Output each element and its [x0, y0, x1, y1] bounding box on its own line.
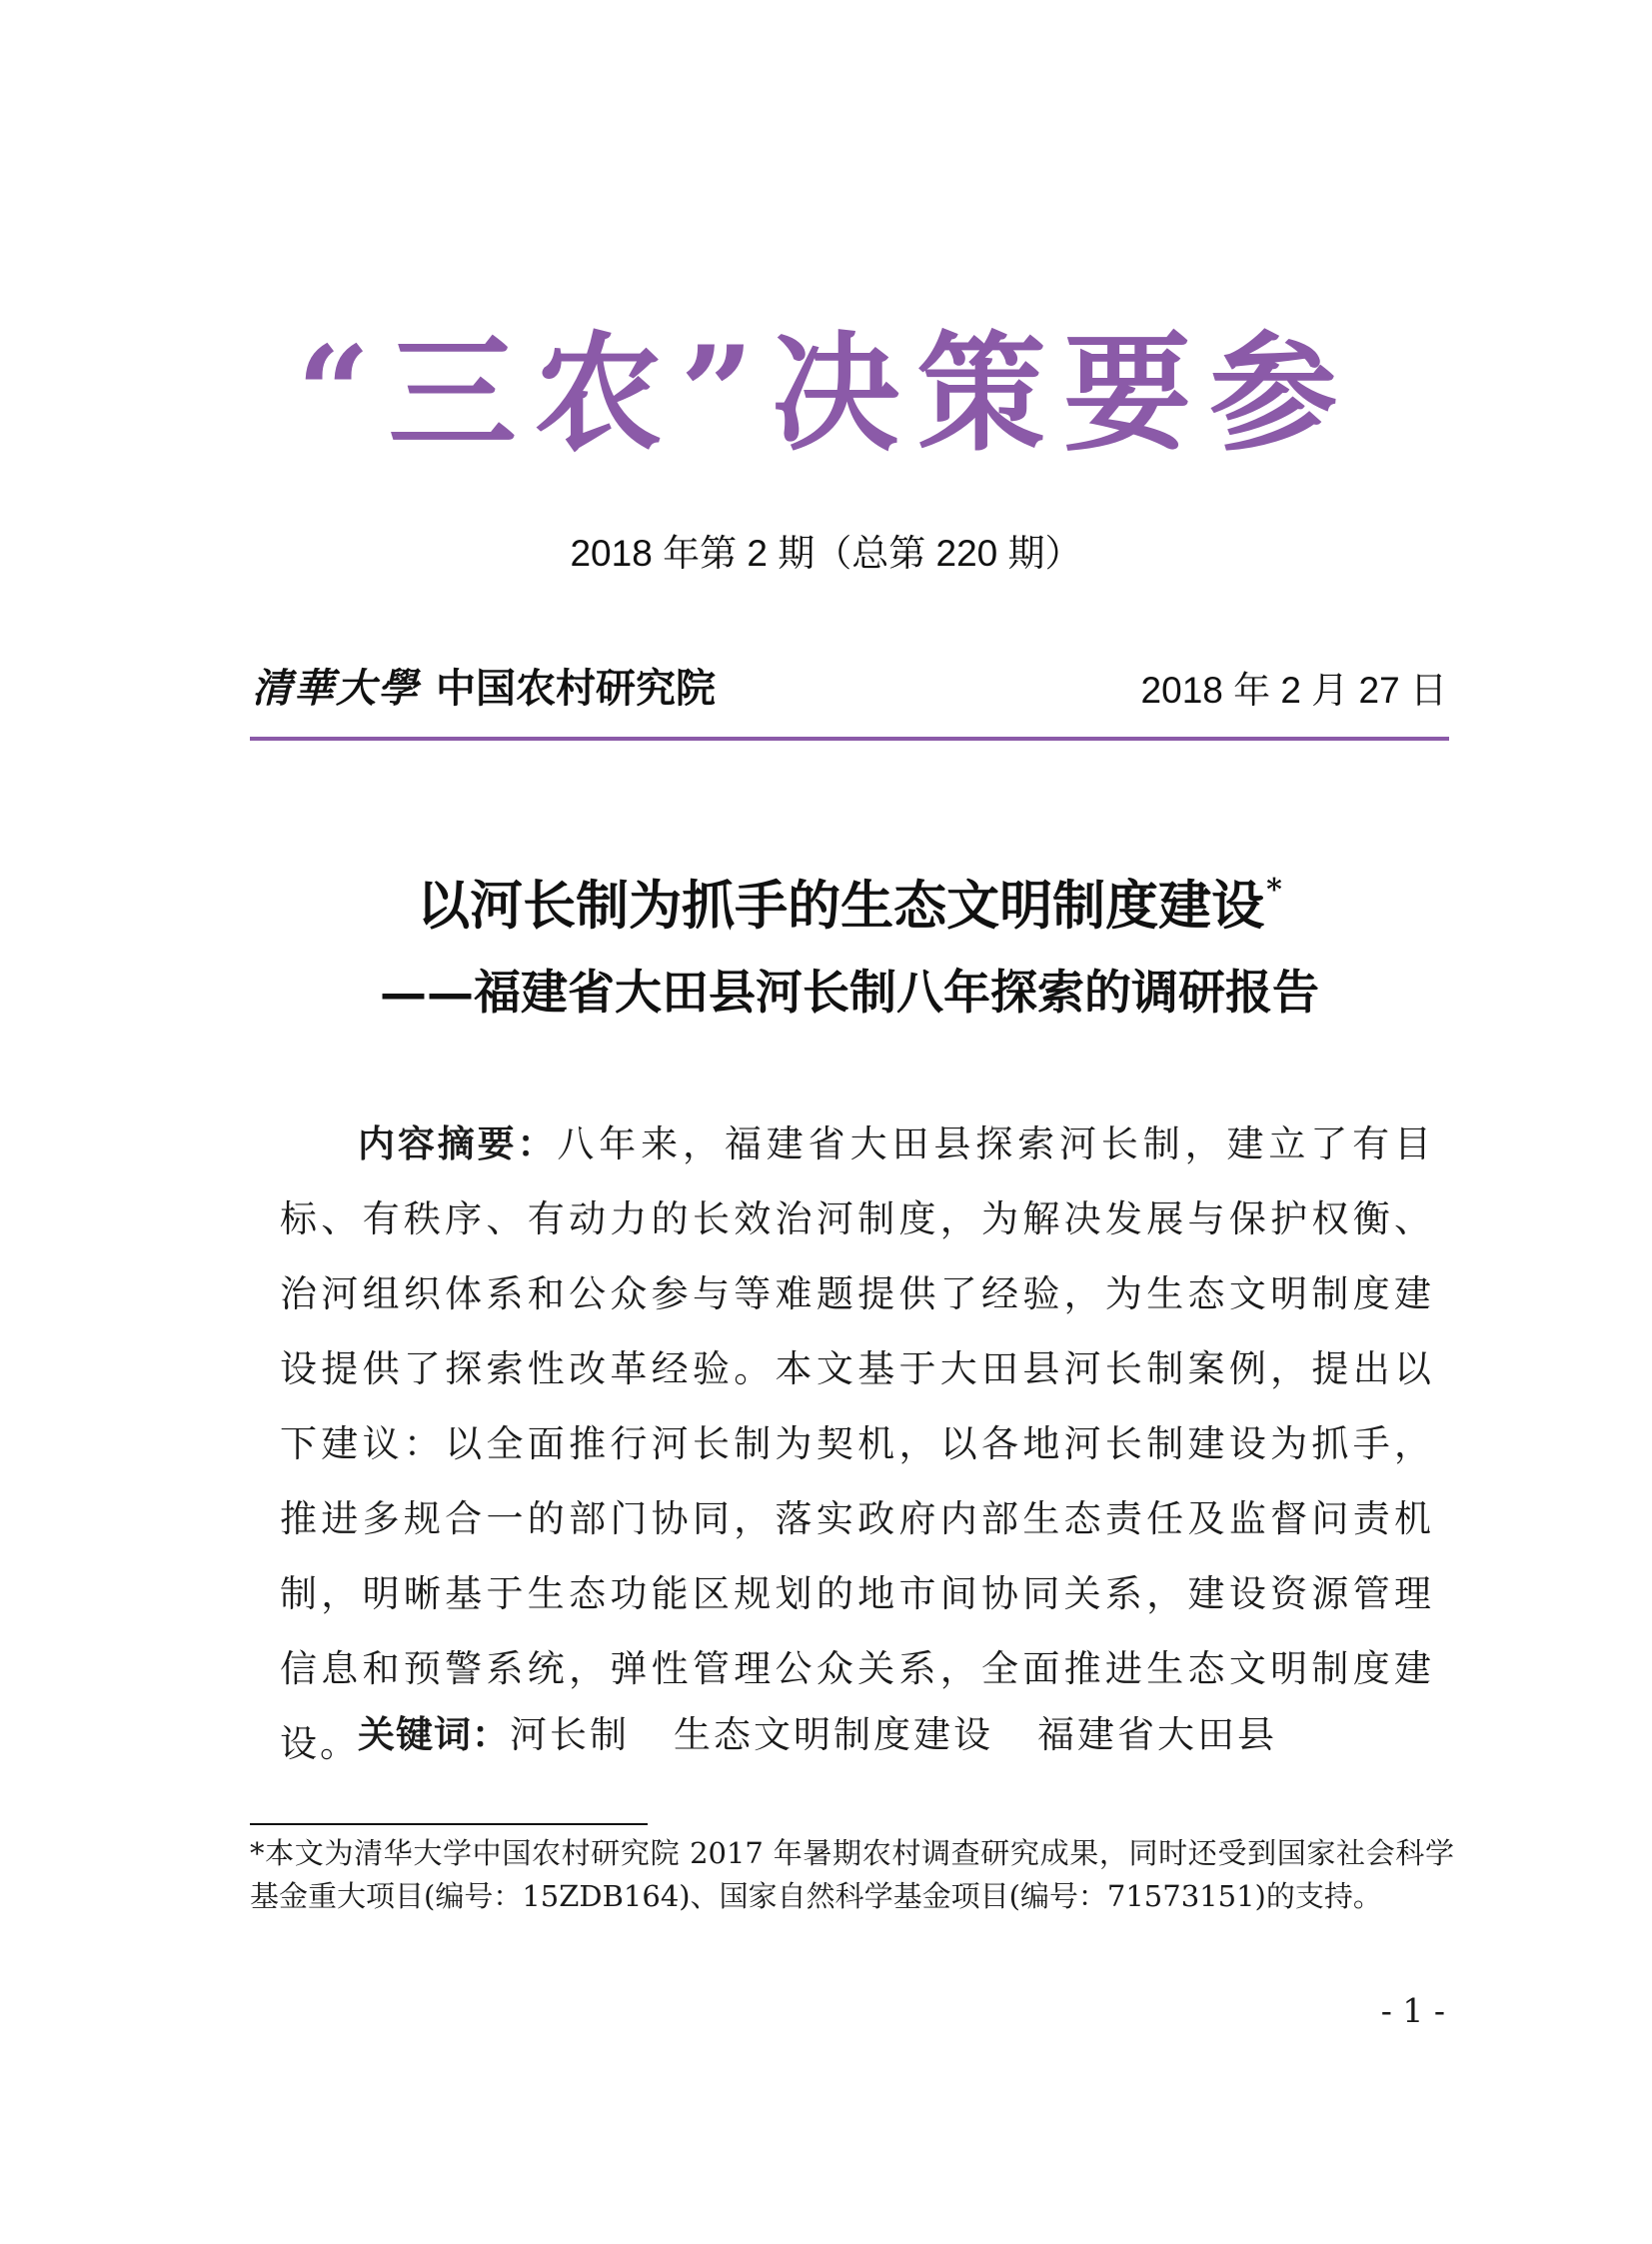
- keyword-item: 河长制: [510, 1713, 630, 1756]
- masthead-title: “三农”决策要参: [296, 319, 1356, 469]
- keyword-item: 生态文明制度建设: [674, 1713, 993, 1756]
- issue-number: 2018 年第 2 期（总第 220 期）: [570, 533, 1082, 574]
- page-number: - 1 -: [1380, 1991, 1445, 2030]
- keywords-label: 关键词：: [358, 1714, 510, 1755]
- footnote-text: *本文为清华大学中国农村研究院 2017 年暑期农村调查研究成果，同时还受到国家社会科学基金重大项目(编号：15ZDB164)、国家自然科学基金项目(编号：71573151)的支持。: [250, 1836, 1454, 1913]
- publisher-header: [252, 657, 716, 714]
- keywords-line: [358, 1704, 1277, 1758]
- publication-date: 2018 年 2 月 27 日: [1140, 670, 1447, 711]
- abstract-paragraph: [280, 1107, 1434, 1781]
- report-subtitle: ——福建省大田县河长制八年探索的调研报告: [380, 966, 1319, 1021]
- footnote-divider: [250, 1823, 648, 1825]
- header-divider: [250, 737, 1449, 741]
- report-title: [250, 864, 1449, 940]
- abstract-text: 八年来，福建省大田县探索河长制，建立了有目标、有秩序、有动力的长效治河制度，为解决发展与保护权衡、治河组织体系和公众参与等难题提供了经验，为生态文明制度建设提供了探索性改革经验。本文基于大田县河长制案例，提出以下建议：以全面推行河长制为契机，以各地河长制建设为抓手，推进多规合一的部门协同，落实政府内部生态责任及监督问责机制，明晰基于生态功能区规划的地市间协同关系，建设资源管理信息和预警系统，弹性管理公众关系，全面推进生态文明制度建设。: [280, 1122, 1435, 1765]
- institute-name: 中国农村研究院: [436, 665, 716, 712]
- abstract-label: 内容摘要：: [358, 1123, 558, 1164]
- report-title-text: 以河长制为抓手的生态文明制度建设: [417, 875, 1265, 937]
- keyword-item: 福建省大田县: [1037, 1713, 1277, 1756]
- title-footnote-marker: *: [1266, 873, 1282, 908]
- university-logo-text: 清華大學: [252, 665, 420, 712]
